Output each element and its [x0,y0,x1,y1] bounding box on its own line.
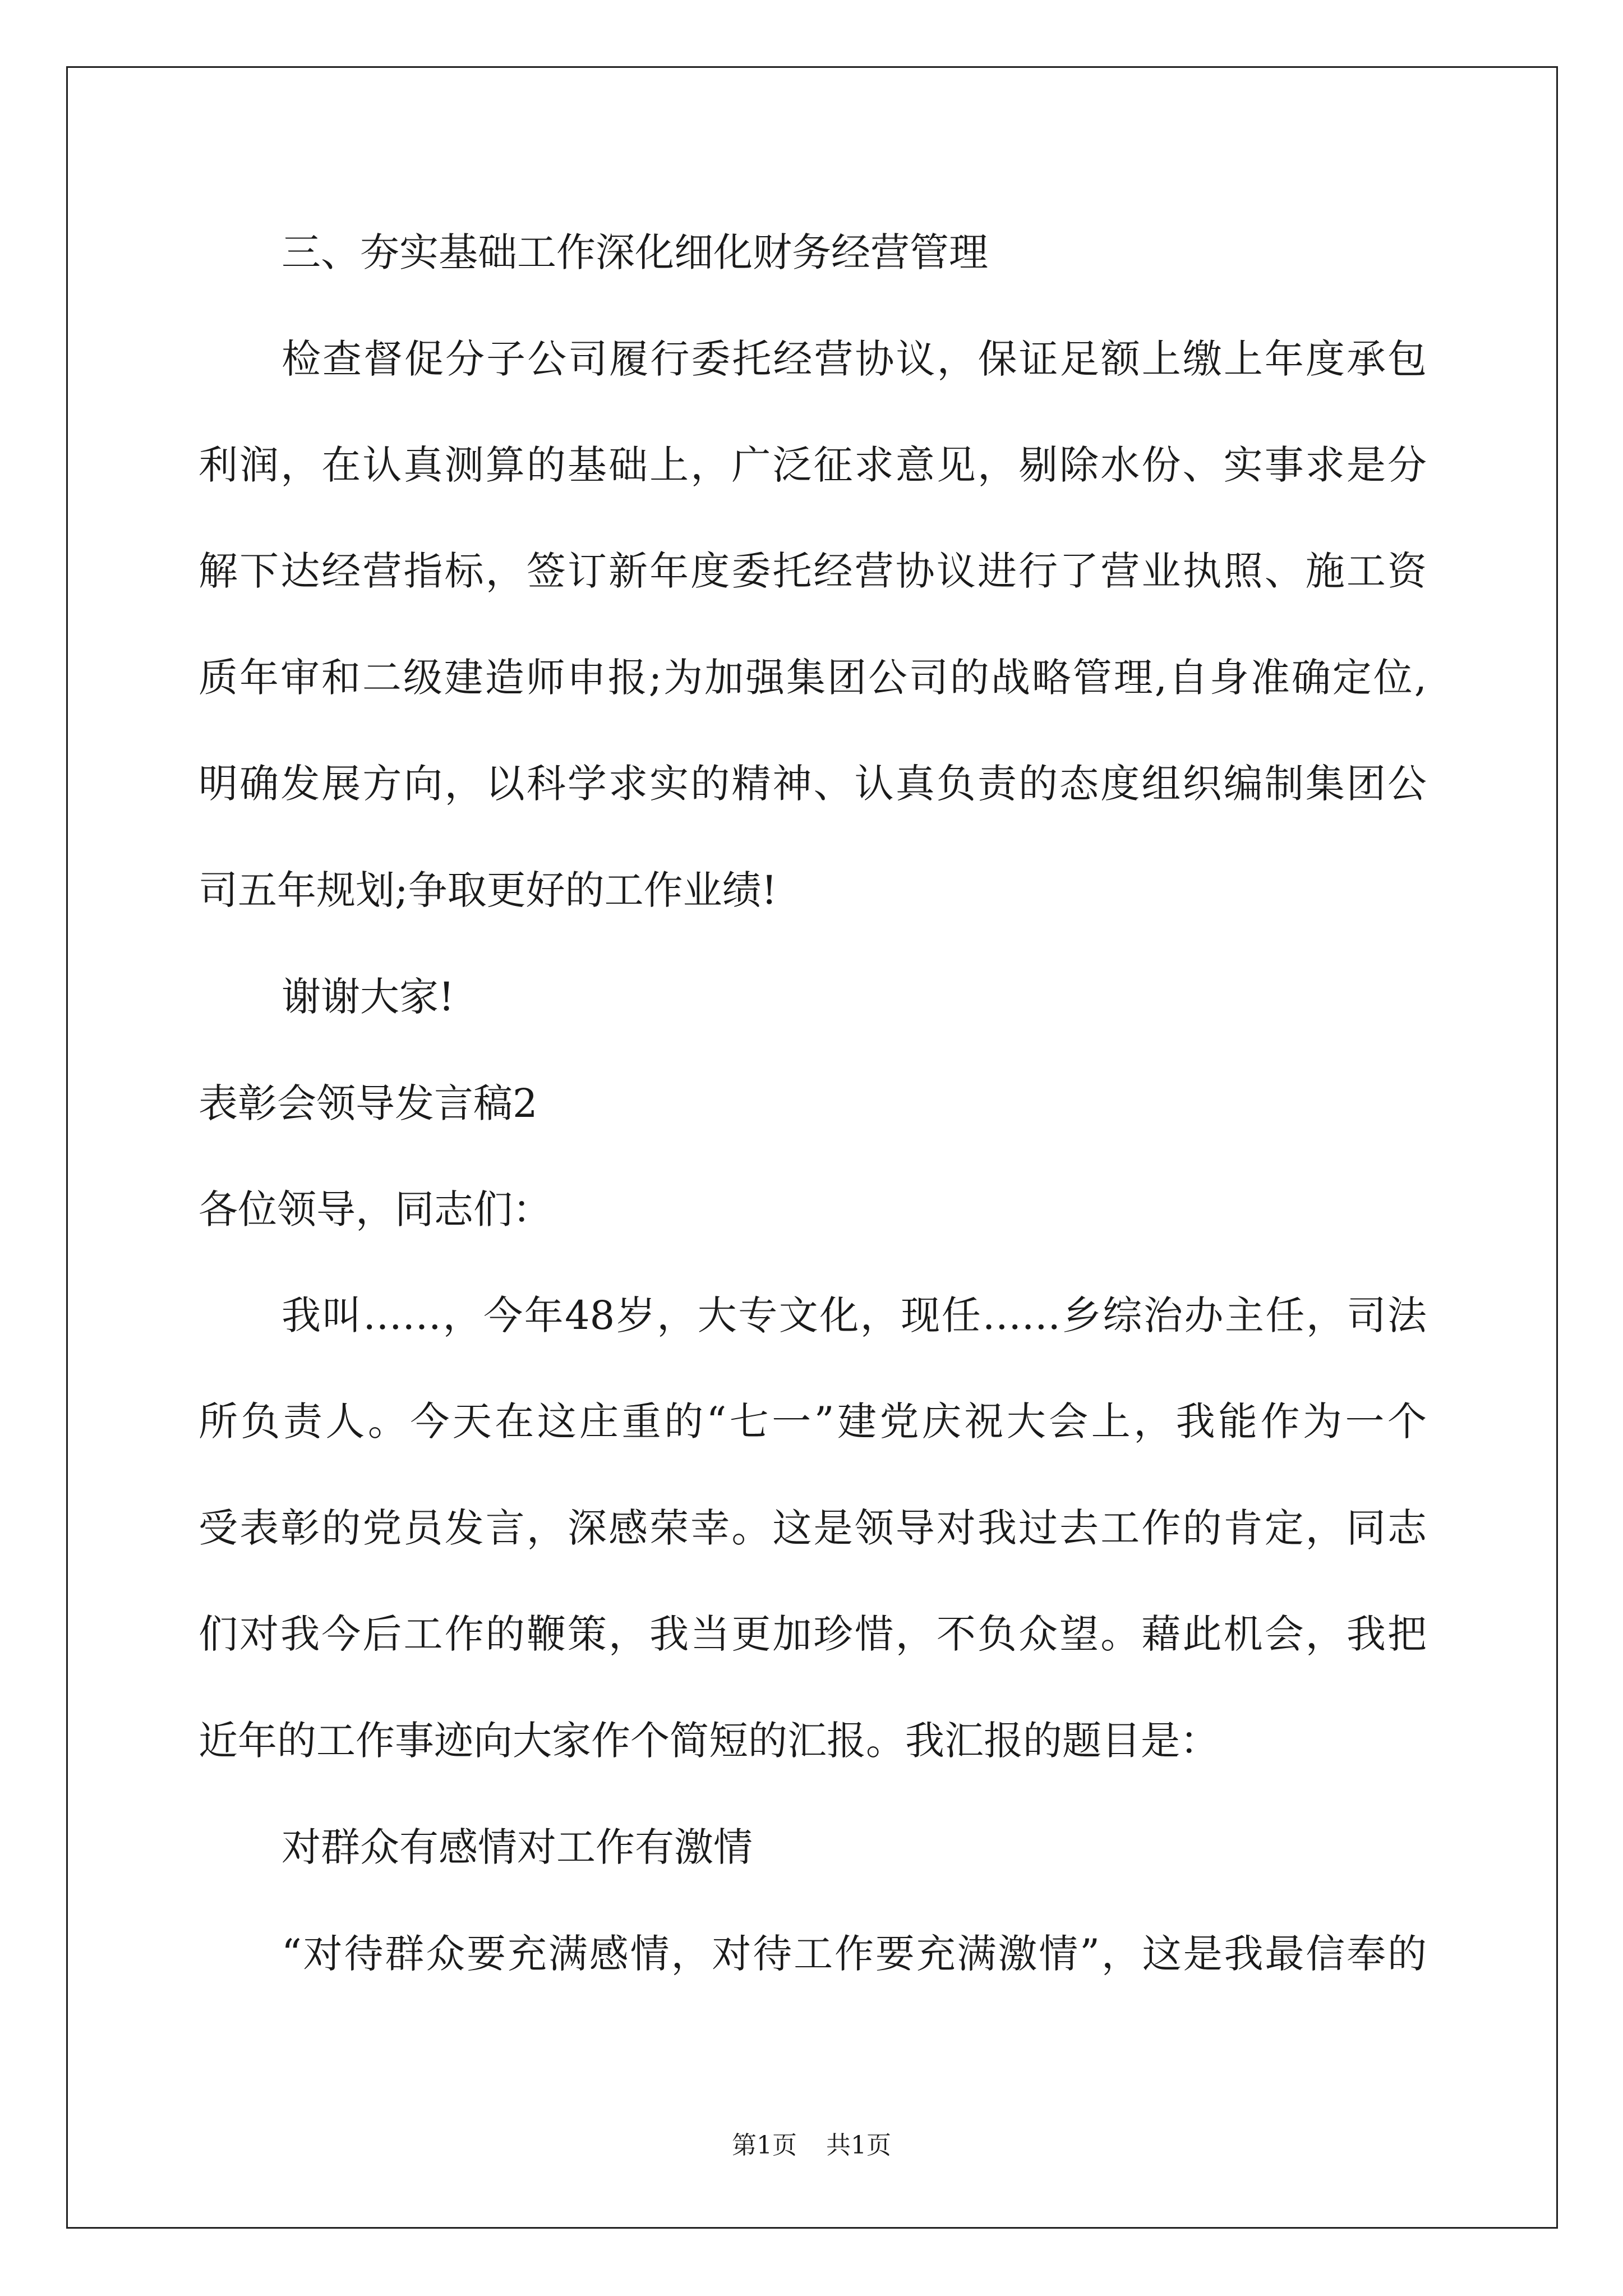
page-border [66,66,1558,2229]
section-heading: 三、夯实基础工作深化细化财务经营管理 [282,229,988,275]
page-number: 第1页 [732,2131,797,2160]
paragraph-line: “对待群众要充满感情，对待工作要充满激情”，这是我最信奉的 [282,1931,1427,1977]
paragraph-line: 们对我今后工作的鞭策，我当更加珍惜，不负众望。藉此机会，我把 [199,1611,1427,1657]
paragraph-line: 明确发展方向，以科学求实的精神、认真负责的态度组织编制集团公 [199,761,1427,807]
page-total: 共1页 [826,2131,891,2160]
document-title: 表彰会领导发言稿2 [199,1080,538,1126]
subheading: 对群众有感情对工作有激情 [282,1824,753,1870]
page-footer [0,2133,1623,2158]
salutation: 各位领导，同志们： [199,1186,552,1232]
paragraph-line: 检查督促分子公司履行委托经营协议，保证足额上缴上年度承包 [282,336,1427,382]
paragraph-line: 受表彰的党员发言，深感荣幸。这是领导对我过去工作的肯定，同志 [199,1505,1427,1551]
paragraph-line: 所负责人。今天在这庄重的“七一”建党庆祝大会上，我能作为一个 [199,1398,1427,1444]
paragraph-line: 司五年规划;争取更好的工作业绩! [199,867,777,913]
paragraph-line: 解下达经营指标，签订新年度委托经营协议进行了营业执照、施工资 [199,548,1427,594]
paragraph-line: 近年的工作事迹向大家作个简短的汇报。我汇报的题目是： [199,1718,1219,1764]
paragraph-line: 我叫……，今年48岁，大专文化，现任……乡综治办主任，司法 [282,1292,1427,1338]
paragraph-line: 利润，在认真测算的基础上，广泛征求意见，剔除水份、实事求是分 [199,442,1427,488]
closing-line: 谢谢大家! [282,974,455,1020]
paragraph-line: 质年审和二级建造师申报;为加强集团公司的战略管理,自身准确定位, [199,655,1427,701]
